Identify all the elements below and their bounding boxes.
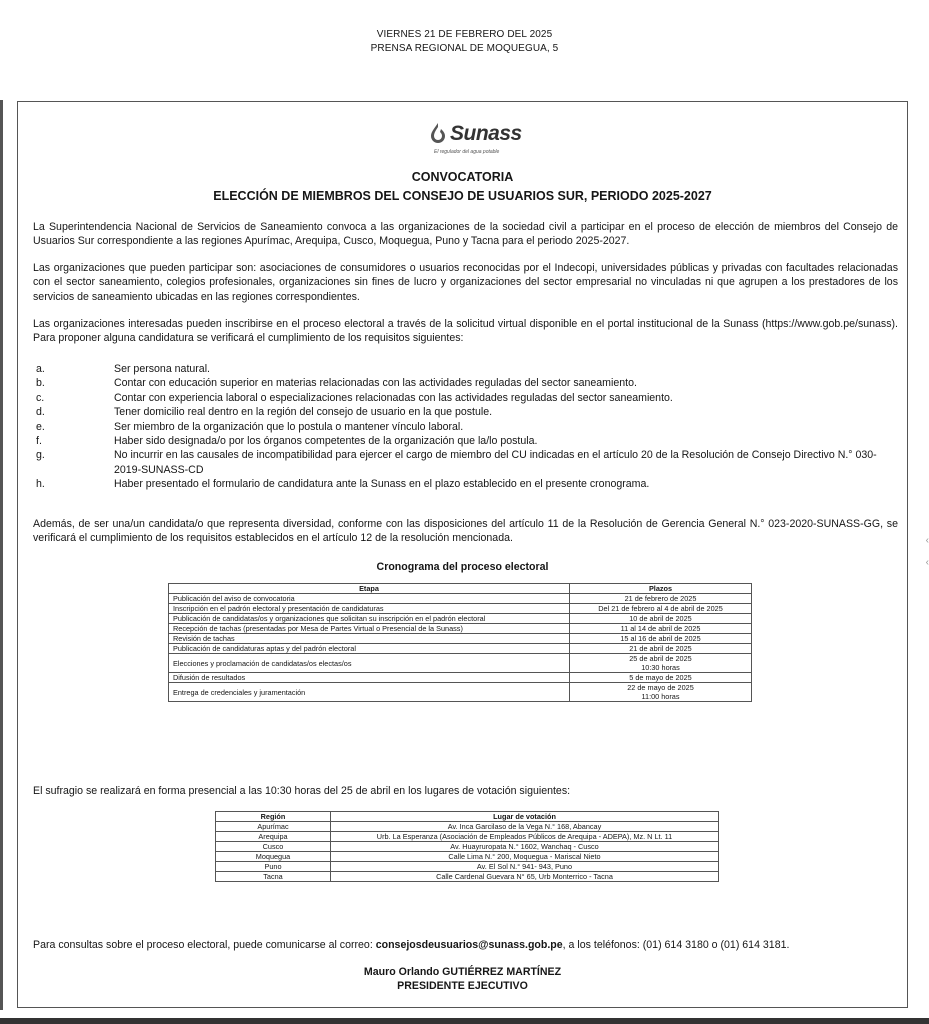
- schedule-deadline-cell: [570, 604, 752, 614]
- requirement-text: Ser persona natural.: [114, 363, 210, 375]
- requirement-item: [36, 477, 896, 491]
- voting-place-cell: Av. Inca Garcilaso de la Vega N.° 168, Abancay: [331, 822, 719, 832]
- schedule-row: [169, 654, 752, 673]
- voting-row: [216, 872, 719, 882]
- requirement-letter: e.: [36, 420, 45, 433]
- schedule-deadline-date: 5 de mayo de 2025: [629, 673, 692, 682]
- voting-header-region: Región: [216, 812, 331, 822]
- requirement-item: [36, 434, 896, 448]
- voting-place-cell: Calle Cardenal Guevara N° 65, Urb Monterrico - Tacna: [331, 872, 719, 882]
- requirement-text: Tener domicilio real dentro en la región del consejo de usuario en la que postule.: [114, 406, 493, 419]
- schedule-deadline-time: 10:30 horas: [641, 663, 680, 672]
- schedule-stage-cell: Inscripción en el padrón electoral y presentación de candidaturas: [169, 604, 570, 614]
- intro-paragraph: La Superintendencia Nacional de Servicios de Saneamiento convoca a las organizaciones de la sociedad civil a participar en el proceso de elección de miembros del Consejo de Usuarios Sur correspondiente a las regiones Apurímac, Arequipa, Cusco, Moquegua, Puno y Tacna para el periodo 2025-2027.: [33, 221, 898, 248]
- requirement-item: [36, 420, 896, 434]
- schedule-stage-cell: Elecciones y proclamación de candidatas/os electas/os: [169, 654, 570, 673]
- schedule-deadline-cell: [570, 634, 752, 644]
- schedule-deadline-date: 22 de mayo de 2025: [627, 683, 694, 692]
- schedule-row: [169, 614, 752, 624]
- voting-paragraph: El sufragio se realizará en forma presencial a las 10:30 horas del 25 de abril en los lugares de votación siguientes:: [33, 785, 571, 797]
- schedule-row: [169, 604, 752, 614]
- header-publication: PRENSA REGIONAL DE MOQUEGUA, 5: [370, 43, 559, 54]
- voting-row: [216, 832, 719, 842]
- schedule-deadline-date: Del 21 de febrero al 4 de abril de 2025: [598, 604, 723, 613]
- requirement-text: Ser miembro de la organización que lo postula o mantener vínculo laboral.: [114, 420, 464, 433]
- requirement-letter: c.: [36, 391, 45, 404]
- schedule-row: [169, 634, 752, 644]
- requirement-letter: d.: [36, 406, 45, 419]
- schedule-stage-cell: Difusión de resultados: [169, 673, 570, 683]
- schedule-deadline-cell: [570, 673, 752, 683]
- schedule-stage-cell: Revisión de tachas: [169, 634, 570, 644]
- requirement-text: Haber sido designada/o por los órganos competentes de la organización que la/lo postula.: [114, 435, 538, 448]
- page-edge-line: [0, 100, 3, 1010]
- requirement-letter: h.: [36, 478, 45, 491]
- participants-paragraph: Las organizaciones que pueden participar son: asociaciones de consumidores o usuarios reconocidas por el Indecopi, universidades públicas y privadas con facultades relacionadas con el sector saneamiento, colegios profesionales, organizaciones sin fines de lucro y organizaciones del sector empresarial no vinculadas ni que agrupen a los prestadores de los servicios de saneamiento ubicadas en las regiones correspondientes.: [33, 262, 898, 303]
- voting-row: [216, 862, 719, 872]
- registration-paragraph: Las organizaciones interesadas pueden inscribirse en el proceso electoral a través de la solicitud virtual disponible en el portal institucional de la Sunass (https://www.gob.pe/sunass). Para proponer alguna candidatura se verificará el cumplimiento de los requisitos siguientes:: [33, 318, 898, 345]
- voting-region-cell: Arequipa: [216, 832, 331, 842]
- signatory-role: PRESIDENTE EJECUTIVO: [397, 980, 528, 992]
- schedule-stage-cell: Publicación de candidatas/os y organizaciones que solicitan su inscripción en el padrón electoral: [169, 614, 570, 624]
- newspaper-header: [0, 28, 929, 56]
- voting-region-cell: Puno: [216, 862, 331, 872]
- requirement-letter: f.: [36, 435, 42, 448]
- contact-email-link[interactable]: consejosdeusuarios@sunass.gob.pe: [375, 939, 563, 951]
- voting-place-cell: Urb. La Esperanza (Asociación de Empleados Públicos de Arequipa - ADEPA), Mz. N Lt. 11: [331, 832, 719, 842]
- requirement-letter: b.: [36, 377, 45, 390]
- requirement-item: [36, 448, 896, 477]
- voting-region-cell: Moquegua: [216, 852, 331, 862]
- requirement-text: Contar con experiencia laboral o especializaciones relacionadas con las actividades reguladas del sector saneamiento.: [114, 391, 673, 404]
- signatory-name: Mauro Orlando GUTIÉRREZ MARTÍNEZ: [363, 966, 562, 978]
- schedule-stage-cell: Recepción de tachas (presentadas por Mesa de Partes Virtual o Presencial de la Sunass): [169, 624, 570, 634]
- schedule-deadline-date: 21 de febrero de 2025: [624, 594, 697, 603]
- voting-place-cell: Calle Lima N.° 200, Moquegua - Mariscal Nieto: [331, 852, 719, 862]
- schedule-stage-cell: Publicación del aviso de convocatoria: [169, 594, 570, 604]
- voting-row: [216, 852, 719, 862]
- requirement-letter: a.: [36, 363, 45, 375]
- water-drop-icon: [428, 122, 448, 144]
- schedule-deadline-date: 15 al 16 de abril de 2025: [620, 634, 701, 643]
- requirement-letter: g.: [36, 449, 45, 462]
- page-subtitle: ELECCIÓN DE MIEMBROS DEL CONSEJO DE USUARIOS SUR, PERIODO 2025-2027: [213, 189, 712, 203]
- requirement-text: Haber presentado el formulario de candidatura ante la Sunass en el plazo establecido en el presente cronograma.: [114, 478, 650, 491]
- schedule-stage-cell: Entrega de credenciales y juramentación: [169, 683, 570, 702]
- voting-place-cell: Av. Huayruropata N.° 1602, Wanchaq - Cusco: [331, 842, 719, 852]
- voting-header-row: [216, 812, 719, 822]
- schedule-deadline-date: 21 de abril de 2025: [629, 644, 692, 653]
- diversity-paragraph: Además, de ser una/un candidata/o que representa diversidad, conforme con las disposiciones del artículo 11 de la Resolución de Gerencia General N.° 023-2020-SUNASS-GG, se verificará el cumplimiento de los requisitos establecidos en el artículo 12 de la resolución mencionada.: [33, 518, 898, 545]
- schedule-row: [169, 683, 752, 702]
- sunass-logo: [428, 120, 538, 160]
- schedule-row: [169, 673, 752, 683]
- schedule-header-etapa: Etapa: [169, 584, 570, 594]
- header-date: VIERNES 21 DE FEBRERO DEL 2025: [376, 29, 553, 40]
- voting-region-cell: Tacna: [216, 872, 331, 882]
- voting-region-cell: Apurímac: [216, 822, 331, 832]
- contact-text: Para consultas sobre el proceso electoral, puede comunicarse al correo:: [33, 939, 376, 951]
- requirement-text: Contar con educación superior en materias relacionadas con las actividades reguladas del sector saneamiento.: [114, 377, 637, 390]
- requirement-item: [36, 391, 896, 405]
- requirement-text: No incurrir en las causales de incompatibilidad para ejercer el cargo de miembro del CU indicadas en el artículo 20 de la Resolución de Consejo Directivo N.° 030-2019-SUNASS-CD: [114, 449, 877, 476]
- voting-row: [216, 842, 719, 852]
- bottom-edge-bar: [0, 1018, 929, 1024]
- contact-paragraph: [33, 938, 898, 952]
- announcement-box: [17, 101, 908, 1008]
- right-edge-marks: ‹ ‹: [925, 535, 929, 568]
- schedule-deadline-cell: [570, 594, 752, 604]
- voting-header-place: Lugar de votación: [331, 812, 719, 822]
- schedule-header-row: [169, 584, 752, 594]
- schedule-deadline-date: 10 de abril de 2025: [629, 614, 692, 623]
- schedule-deadline-cell: [570, 683, 752, 702]
- schedule-table: [168, 583, 752, 702]
- schedule-header-plazos: Plazos: [570, 584, 752, 594]
- schedule-row: [169, 624, 752, 634]
- schedule-deadline-cell: [570, 624, 752, 634]
- logo-name: Sunass: [450, 122, 522, 145]
- schedule-row: [169, 644, 752, 654]
- page-title: CONVOCATORIA: [411, 170, 514, 184]
- schedule-deadline-cell: [570, 644, 752, 654]
- schedule-deadline-time: 11:00 horas: [641, 692, 680, 701]
- requirement-item: [36, 405, 896, 419]
- requirements-list: [36, 362, 896, 492]
- schedule-row: [169, 594, 752, 604]
- contact-phones: , a los teléfonos: (01) 614 3180 o (01) 614 3181.: [562, 939, 790, 951]
- schedule-title: Cronograma del proceso electoral: [376, 561, 549, 573]
- voting-place-cell: Av. El Sol N.° 941- 943, Puno: [331, 862, 719, 872]
- requirement-item: [36, 362, 896, 376]
- requirement-item: [36, 376, 896, 390]
- schedule-deadline-cell: [570, 614, 752, 624]
- voting-table: [215, 811, 719, 882]
- schedule-deadline-date: 25 de abril de 2025: [629, 654, 692, 663]
- schedule-deadline-cell: [570, 654, 752, 673]
- voting-region-cell: Cusco: [216, 842, 331, 852]
- schedule-deadline-date: 11 al 14 de abril de 2025: [620, 624, 701, 633]
- logo-tagline: El regulador del agua potable: [434, 149, 500, 155]
- voting-row: [216, 822, 719, 832]
- schedule-stage-cell: Publicación de candidaturas aptas y del padrón electoral: [169, 644, 570, 654]
